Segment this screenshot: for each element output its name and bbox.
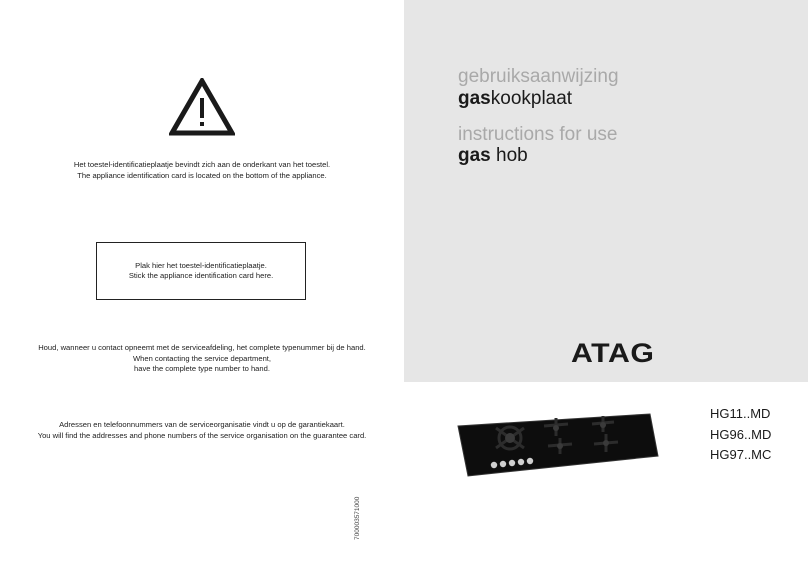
nl-product-bold: gas [458, 88, 491, 109]
en-subtitle: instructions for use [458, 124, 618, 145]
identification-note [0, 160, 404, 181]
cover-panel [404, 0, 808, 382]
identification-note-en: The appliance identification card is located on the bottom of the appliance. [77, 170, 327, 180]
model-list [710, 404, 771, 466]
identification-card-box [96, 242, 306, 300]
service-note-nl: Houd, wanneer u contact opneemt met de serviceafdeling, het complete typenummer bij de hand. [38, 343, 366, 352]
en-product-rest: hob [490, 145, 528, 166]
identification-note-nl: Het toestel-identificatieplaatje bevindt zich aan de onderkant van het toestel. [73, 160, 331, 169]
id-box-text-nl: Plak hier het toestel-identificatieplaatje. [135, 260, 267, 270]
warning-triangle-icon [169, 78, 235, 136]
model-item: HG11..MD [710, 406, 771, 421]
atag-logo: ATAG [571, 338, 655, 368]
address-note-en: You will find the addresses and phone numbers of the service organisation on the guarantee card. [37, 430, 367, 440]
model-item: HG97..MC [710, 447, 772, 462]
document-code: 700003571000 [354, 496, 361, 540]
address-note [0, 420, 404, 441]
gas-hob-image [456, 412, 660, 478]
en-product-title [458, 145, 528, 167]
id-box-text-en: Stick the appliance identification card here. [128, 271, 274, 280]
service-note-en-2: have the complete type number to hand. [134, 364, 270, 373]
nl-product-rest: kookplaat [490, 88, 573, 109]
nl-product-title [458, 88, 572, 110]
service-note [0, 343, 404, 375]
model-item: HG96..MD [710, 426, 772, 442]
en-product-bold: gas [458, 145, 491, 166]
nl-subtitle: gebruiksaanwijzing [458, 66, 619, 87]
service-note-en-1: When contacting the service department, [132, 353, 272, 363]
address-note-nl: Adressen en telefoonnummers van de serviceorganisatie vindt u op de garantiekaart. [59, 420, 345, 429]
